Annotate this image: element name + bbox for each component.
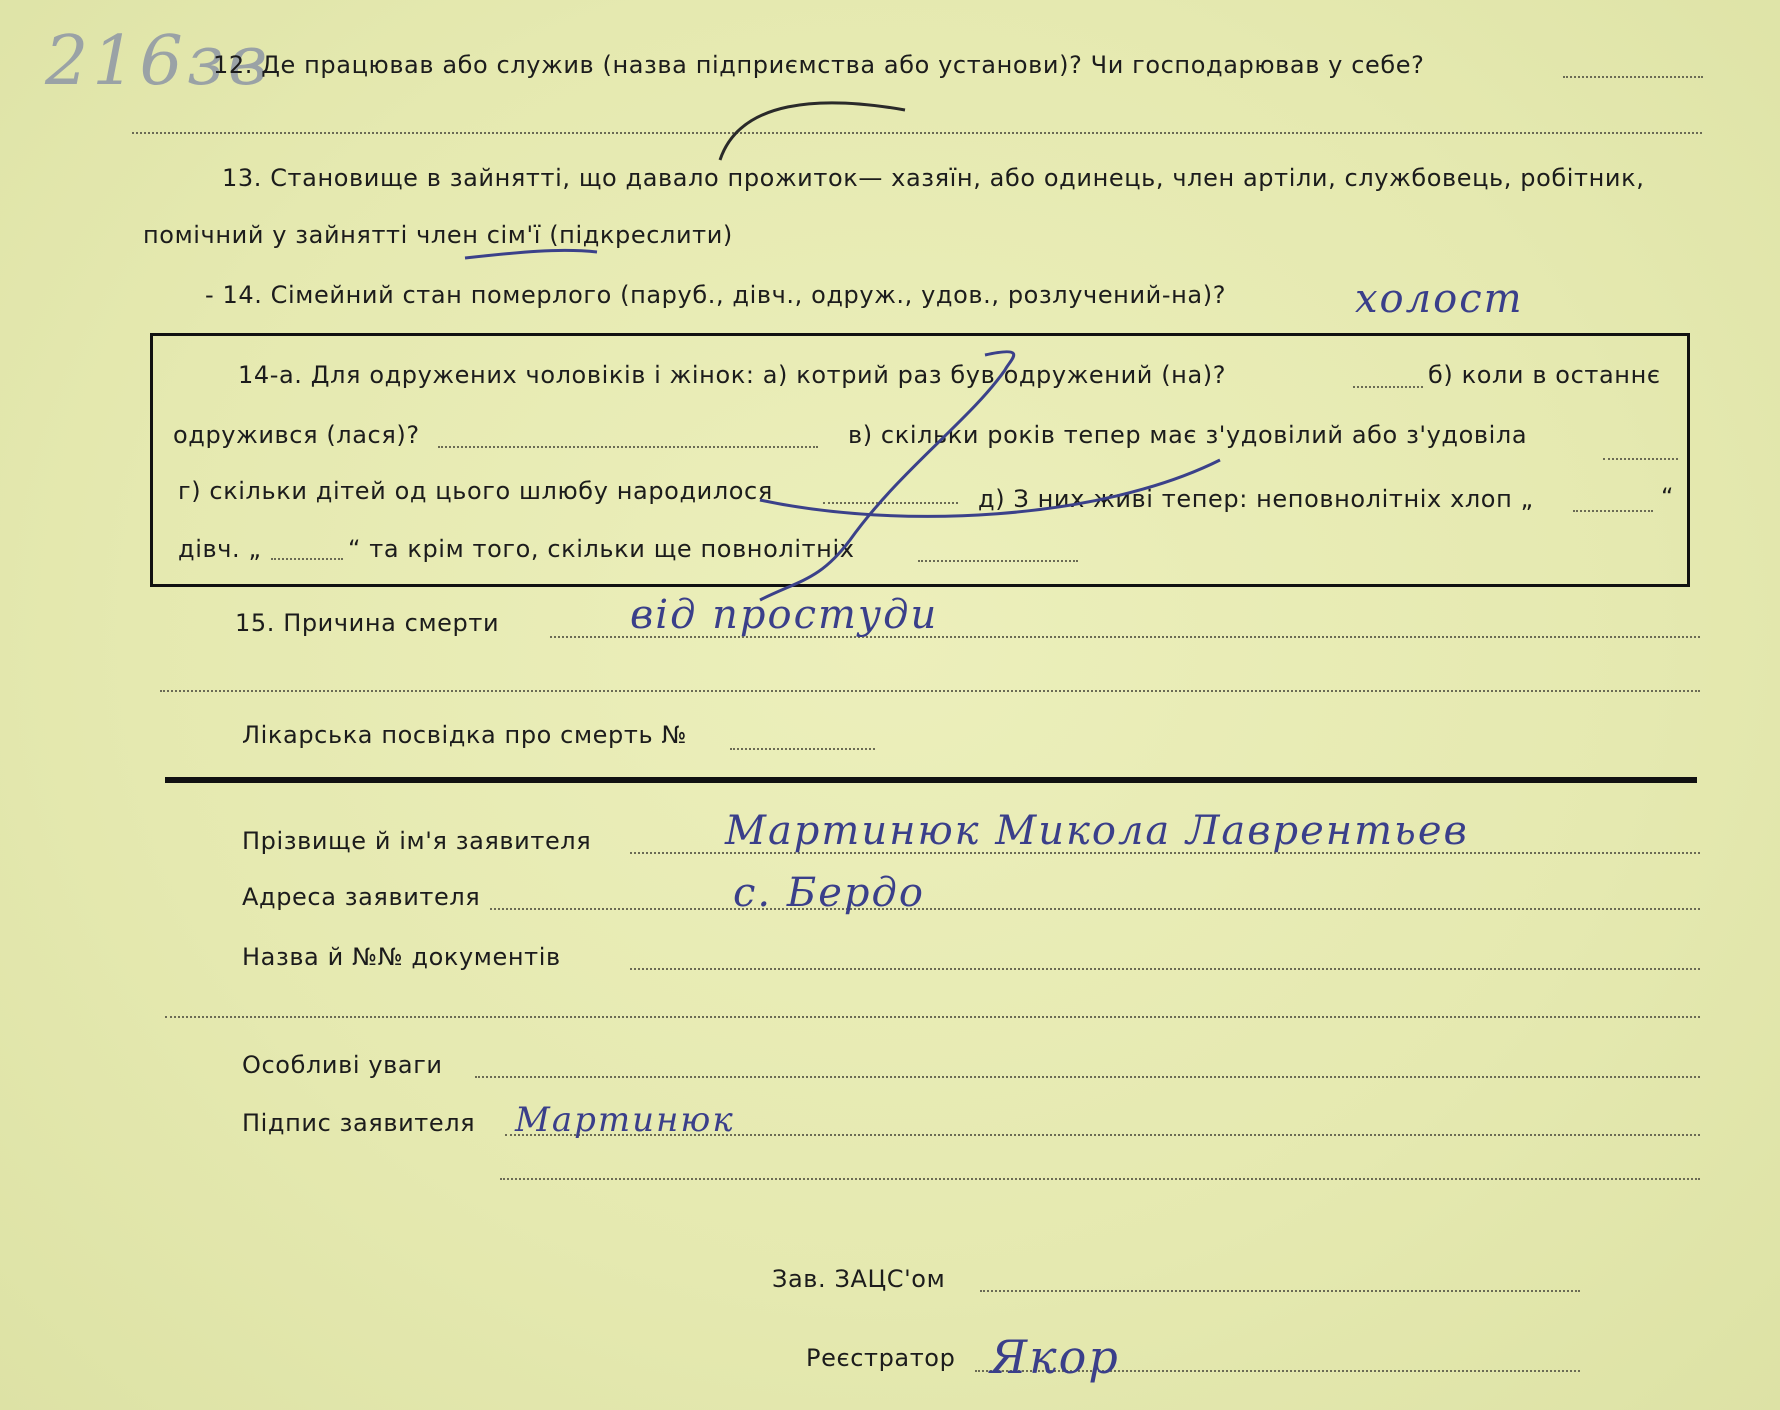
question-14: - 14. Сімейний стан померлого (паруб., дівч., одруж., удов., розлучений-на)? — [205, 281, 1227, 309]
question-15: 15. Причина смерти — [235, 609, 500, 637]
question-14a-line3: г) скільки дітей од цього шлюбу народилося — [178, 477, 773, 505]
documents-label: Назва й №№ документів — [242, 943, 561, 971]
question-14a-line2b: в) скільки років тепер має з'удовілий або з'удовіла — [848, 421, 1528, 449]
remarks-line — [475, 1076, 1700, 1078]
registrar-label: Реєстратор — [806, 1344, 956, 1372]
cause-of-death-answer: від простуди — [630, 592, 939, 638]
marital-status-answer: холост — [1355, 276, 1524, 322]
documents-line — [630, 968, 1700, 970]
question-14a-line1b: б) коли в останнє — [1428, 361, 1661, 389]
registrar-signature: Якор — [990, 1330, 1120, 1384]
applicant-address-line — [490, 908, 1700, 910]
documents-line-2 — [165, 1016, 1700, 1018]
question-14a-line4: дівч. „ — [178, 535, 262, 563]
question-12: 12. Де працював або служив (назва підприємства або установи)? Чи господарював у себе? — [213, 51, 1425, 79]
question-14a-line3b: д) З них живі тепер: неповнолітніх хлоп „ — [978, 485, 1534, 513]
zags-head-line — [980, 1290, 1580, 1292]
zags-head-label: Зав. ЗАЦС'ом — [772, 1265, 946, 1293]
applicant-name-label: Прізвище й ім'я заявителя — [242, 827, 592, 855]
archive-mark: 216зв — [45, 22, 272, 101]
applicant-name-value: Мартинюк Микола Лаврентьев — [725, 808, 1469, 854]
applicant-signature: Мартинюк — [515, 1100, 735, 1140]
question-14a-line1: 14-а. Для одружених чоловіків і жінок: а) котрий раз був одружений (на)? — [238, 361, 1227, 389]
section-divider — [165, 777, 1697, 783]
signature-label: Підпис заявителя — [242, 1109, 476, 1137]
applicant-address-value: с. Бердо — [733, 870, 925, 916]
signature-line-2 — [500, 1178, 1700, 1180]
question-13-line2: помічний у зайнятті член сім'ї (підкреслити) — [143, 221, 733, 249]
applicant-address-label: Адреса заявителя — [242, 883, 481, 911]
answer-line-15b — [160, 690, 1700, 692]
remarks-label: Особливі уваги — [242, 1051, 443, 1079]
medical-certificate-line — [730, 748, 875, 750]
quote-mark: “ — [1661, 483, 1675, 511]
question-14a-line4b: “ та крім того, скільки ще повнолітніх — [348, 535, 855, 563]
question-13-line1: 13. Становище в зайнятті, що давало прожиток— хазяїн, або одинець, член артіли, службовець, робітник, — [222, 164, 1645, 192]
medical-certificate-label: Лікарська посвідка про смерть № — [242, 721, 687, 749]
question-14a-line2: одружився (лася)? — [173, 421, 420, 449]
